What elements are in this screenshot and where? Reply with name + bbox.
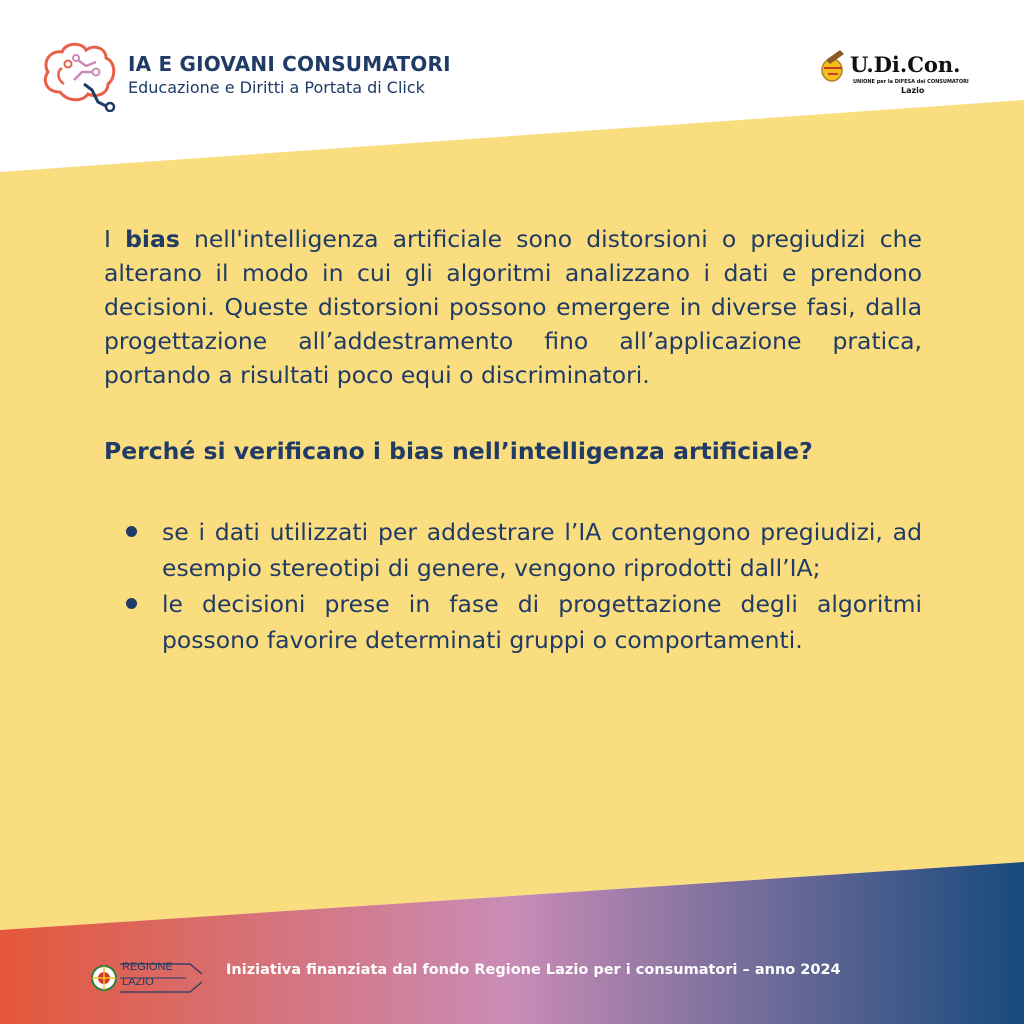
udicon-name: U.Di.Con. [850, 52, 961, 77]
bullet-icon [126, 598, 137, 609]
main-content [104, 222, 922, 658]
intro-body: nell'intelligenza artificiale sono distorsioni o pregiudizi che alterano il modo in cui gli algoritmi analizzano i dati e prendono decisioni. Queste distorsioni possono emergere in diverse fasi, dalla progettazione all’addestramento fino all’applicazione pratica, portando a risultati poco equi o discriminatori. [104, 225, 922, 389]
udicon-region: Lazio [901, 86, 925, 95]
regione-label-line1: REGIONE [122, 961, 173, 973]
list-item [104, 586, 922, 658]
intro-prefix: I [104, 225, 126, 253]
intro-paragraph [104, 222, 922, 392]
brain-circuit-logo [40, 40, 122, 112]
list-item-text: le decisioni prese in fase di progettazione degli algoritmi possono favorire determinati gruppi o comportamenti. [162, 590, 922, 654]
header-title: IA E GIOVANI CONSUMATORI [128, 52, 451, 76]
list-item [104, 514, 922, 586]
bullet-icon [126, 526, 137, 537]
regione-label-line2: LAZIO [122, 976, 154, 988]
section-question: Perché si verificano i bias nell’intelligenza artificiale? [104, 437, 813, 465]
header-subtitle: Educazione e Diritti a Portata di Click [128, 78, 425, 97]
list-item-text: se i dati utilizzati per addestrare l’IA contengono pregiudizi, ad esempio stereotipi di genere, vengono riprodotti dall’IA; [162, 518, 922, 582]
footer-funding-text: Iniziativa finanziata dal fondo Regione Lazio per i consumatori – anno 2024 [226, 962, 841, 978]
bullet-list [104, 514, 922, 658]
intro-bold-term: bias [125, 225, 180, 253]
udicon-tagline: UNIONE per la DIFESA dei CONSUMATORI [853, 79, 969, 85]
